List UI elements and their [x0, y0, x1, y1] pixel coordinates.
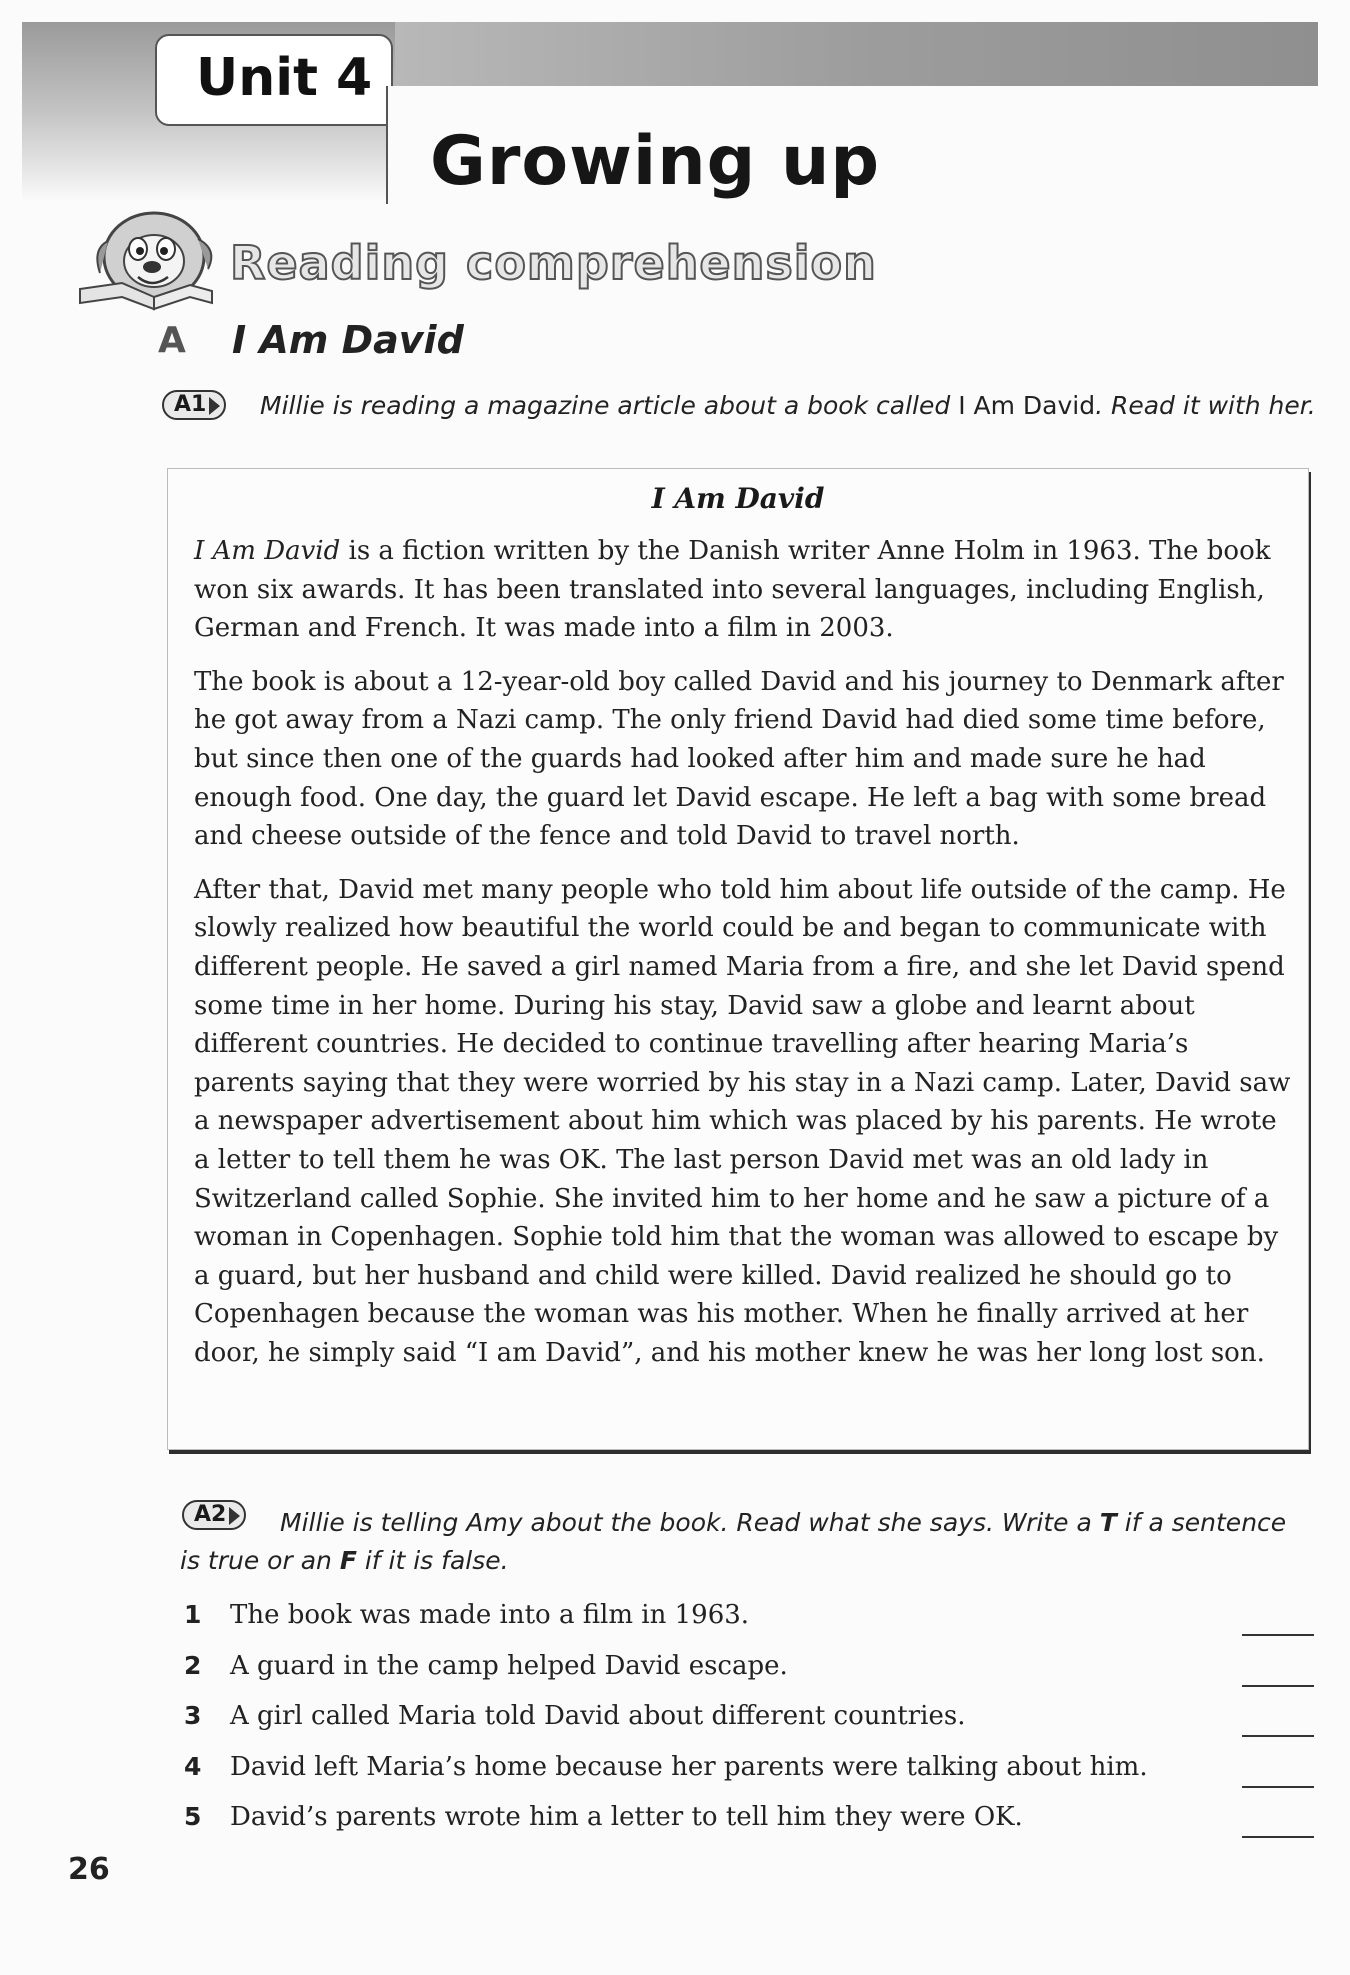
page-number: 26 — [68, 1852, 110, 1887]
list-item — [184, 1802, 1314, 1853]
item-number: 5 — [184, 1802, 202, 1831]
letter-f: F — [339, 1546, 357, 1575]
list-item — [184, 1752, 1314, 1803]
item-text: The book was made into a film in 1963. — [230, 1600, 750, 1630]
unit-label: Unit 4 — [196, 48, 373, 108]
article-body — [194, 532, 1294, 1387]
unit-title: Growing up — [430, 122, 881, 201]
badge-label: A2 — [194, 1502, 227, 1527]
article-paragraph-3: After that, David met many people who told him about life outside of the camp. He slowly realized how beautiful the world could be and began to communicate with different people. He saved a girl named Maria from a fire, and she let David spend some time in her home. During his stay, David saw a globe and learnt about different countries. He decided to continue travelling after hearing Maria’s parents saying that they were worried by his stay in a Nazi camp. Later, David saw a newspaper advertisement about him which was placed by his parents. He wrote a letter to tell them he was OK. The last person David met was an old lady in Switzerland called Sophie. She invited him to her home and he saw a picture of a woman in Copenhagen. Sophie told him that the woman was allowed to escape by a guard, but her husband and child were killed. David realized he should go to Copenhagen because the woman was his mother. When he finally arrived at her door, he simply said “I am David”, and his mother knew he was her long lost son. — [194, 874, 1291, 1368]
item-number: 3 — [184, 1701, 202, 1730]
answer-blank[interactable] — [1242, 1786, 1314, 1788]
item-number: 1 — [184, 1600, 202, 1629]
a2-instruction: Millie is telling Amy about the book. Read what she says. Write a T if a sentence is true or an F if it is false. — [180, 1508, 1287, 1575]
answer-blank[interactable] — [1242, 1735, 1314, 1737]
section-heading: Reading comprehension — [230, 236, 877, 290]
item-text: A guard in the camp helped David escape. — [230, 1650, 788, 1681]
answer-blank[interactable] — [1242, 1685, 1314, 1687]
sub-section-title: I Am David — [232, 318, 464, 362]
true-false-list — [184, 1600, 1314, 1853]
audio-badge-a1[interactable] — [162, 390, 226, 420]
letter-t: T — [1099, 1508, 1117, 1537]
item-number: 2 — [184, 1650, 202, 1680]
list-item — [184, 1701, 1314, 1752]
article-paragraph-1: I Am David is a fiction written by the Danish writer Anne Holm in 1963. The book won six awards. It has been translated into several languages, including English, German and French. It was made into a film in 2003. — [194, 536, 1271, 644]
list-item — [184, 1600, 1314, 1651]
answer-blank[interactable] — [1242, 1634, 1314, 1636]
item-text: David left Maria’s home because her parents were talking about him. — [230, 1751, 1148, 1782]
item-text: A girl called Maria told David about different countries. — [230, 1701, 966, 1731]
badge-label: A1 — [174, 392, 207, 417]
article-title: I Am David — [651, 482, 825, 515]
book-title-inline: I Am David — [958, 391, 1096, 420]
article-paragraph-2: The book is about a 12-year-old boy called David and his journey to Denmark after he got away from a Nazi camp. The only friend David had died some time before, but since then one of the guards had looked after him and made sure he had enough food. One day, the guard let David escape. He left a bag with some bread and cheese outside of the fence and told David to travel north. — [194, 666, 1284, 852]
a1-instruction: Millie is reading a magazine article about a book called I Am David. Read it with her. — [260, 391, 1316, 420]
header-band-right — [395, 22, 1318, 88]
item-text: David’s parents wrote him a letter to tell him they were OK. — [230, 1802, 1023, 1832]
play-arrow-icon — [209, 397, 220, 415]
answer-blank[interactable] — [1242, 1836, 1314, 1838]
sub-section-letter: A — [158, 320, 186, 361]
list-item — [184, 1651, 1314, 1702]
item-number: 4 — [184, 1751, 202, 1781]
dog-reading-book-icon — [72, 205, 232, 315]
